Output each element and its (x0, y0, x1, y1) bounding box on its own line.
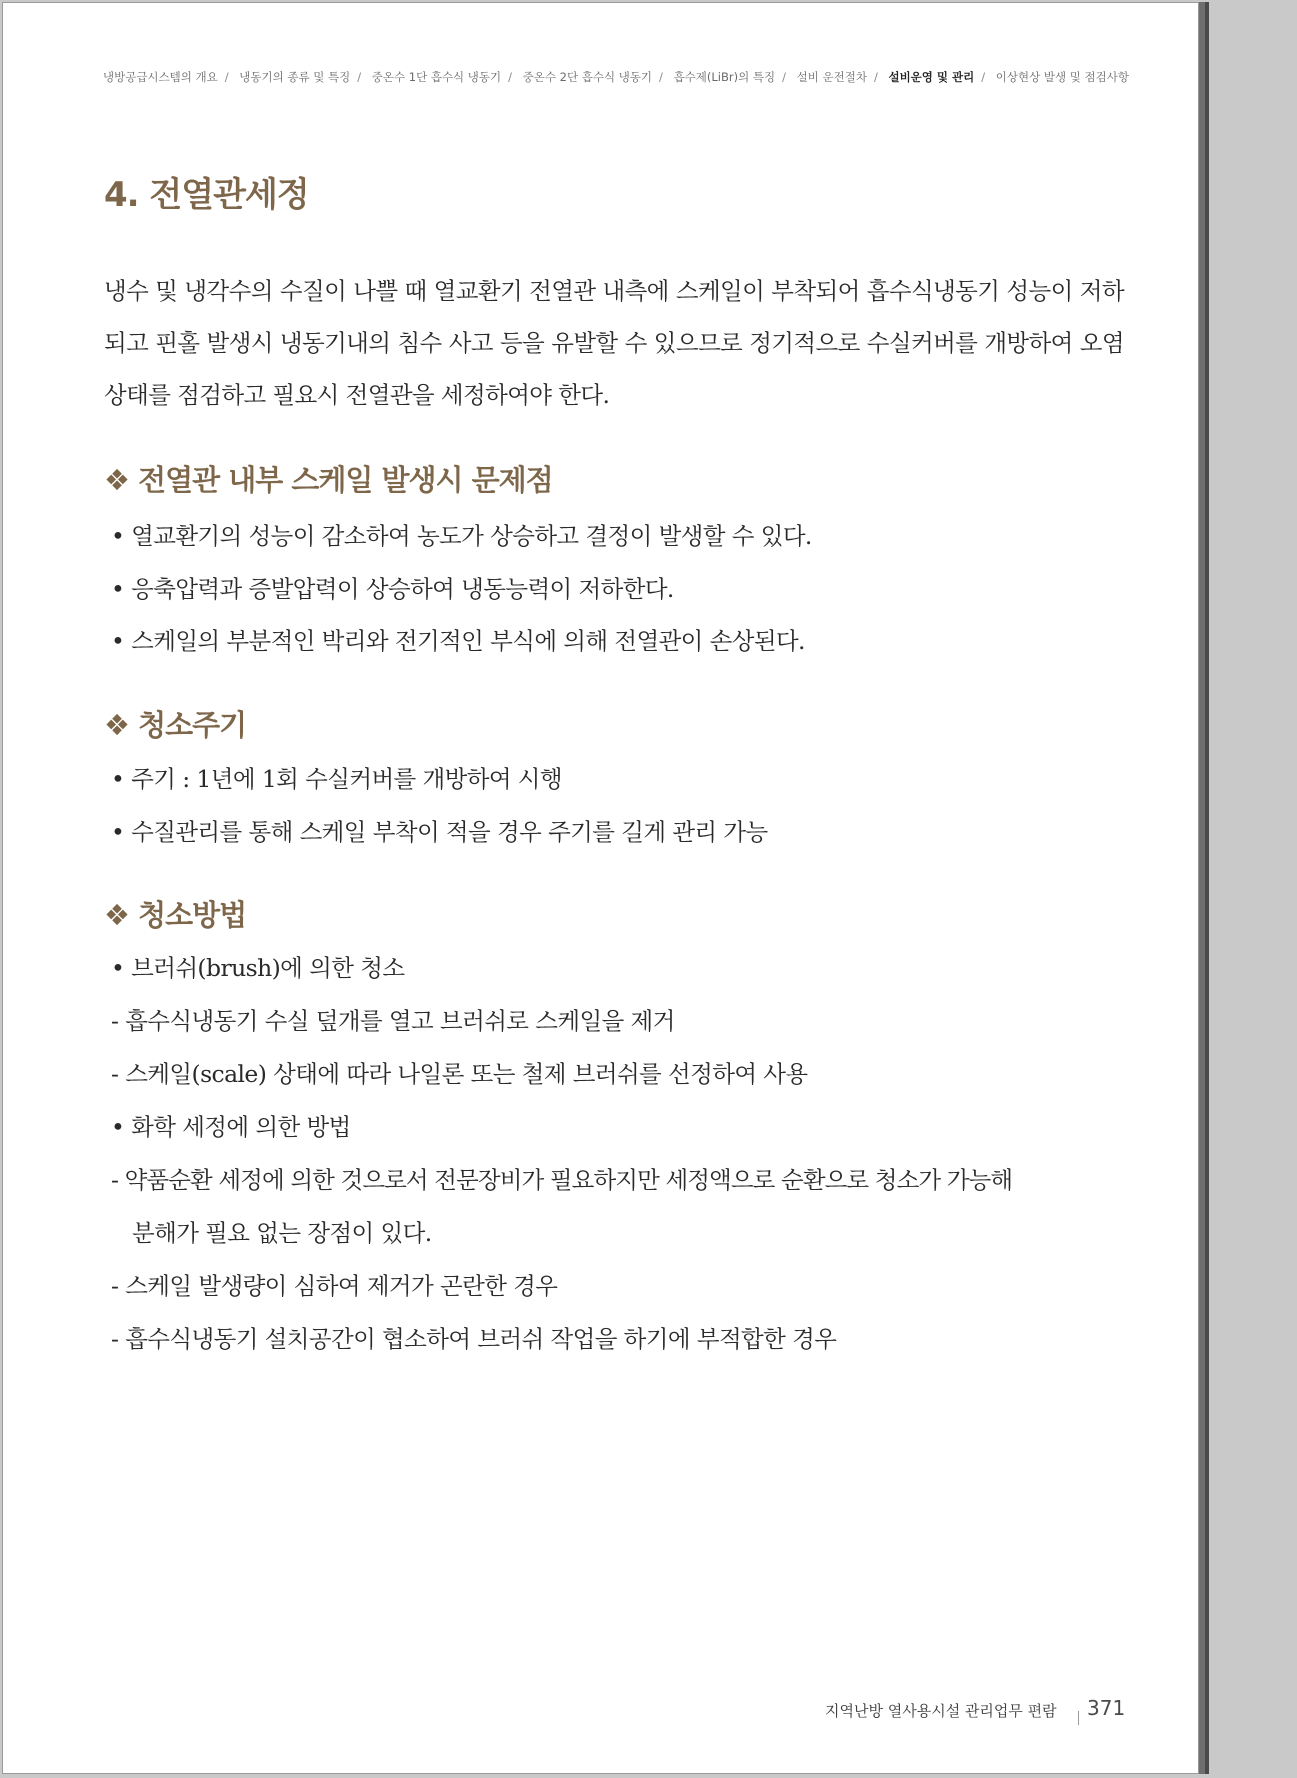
breadcrumb-item: 이상현상 발생 및 점검사항 (995, 70, 1129, 84)
breadcrumb-separator: / (981, 70, 986, 84)
bullet-item: • 응축압력과 증발압력이 상승하여 냉동능력이 저하한다. (111, 575, 674, 603)
breadcrumb-item: 흡수제(LiBr)의 특징 (673, 70, 776, 84)
bullet-item: • 브러쉬(brush)에 의한 청소 (111, 954, 405, 982)
breadcrumb-item: 설비 운전절차 (796, 70, 867, 84)
dash-item: - 스케일 발생량이 심하여 제거가 곤란한 경우 (111, 1272, 558, 1300)
footer-divider (1078, 1711, 1079, 1725)
dash-item: - 흡수식냉동기 수실 덮개를 열고 브러쉬로 스케일을 제거 (111, 1007, 675, 1035)
breadcrumb-separator: / (508, 70, 513, 84)
breadcrumb-separator: / (659, 70, 663, 84)
bullet-item: • 주기 : 1년에 1회 수실커버를 개방하여 시행 (111, 765, 562, 793)
dash-item-continuation: 분해가 필요 없는 장점이 있다. (132, 1219, 432, 1247)
breadcrumb-item: 중온수 1단 흡수식 냉동기 (371, 70, 502, 84)
breadcrumb-separator: / (873, 70, 878, 84)
dash-item: - 흡수식냉동기 설치공간이 협소하여 브러쉬 작업을 하기에 부적합한 경우 (111, 1325, 837, 1353)
page-number: 371 (1087, 1696, 1126, 1720)
section-title-cleaning-cycle: ❖ 청소주기 (104, 708, 247, 742)
bullet-item: • 수질관리를 통해 스케일 부착이 적을 경우 주기를 길게 관리 가능 (111, 818, 768, 846)
bullet-item: • 화학 세정에 의한 방법 (111, 1113, 351, 1141)
bullet-item: • 스케일의 부분적인 박리와 전기적인 부식에 의해 전열관이 손상된다. (111, 627, 805, 655)
document-page (2, 2, 1199, 1774)
breadcrumb-separator: / (782, 70, 786, 84)
breadcrumb-item-active: 설비운영 및 관리 (888, 70, 975, 84)
section-title-cleaning-method: ❖ 청소방법 (104, 898, 247, 932)
breadcrumb-separator: / (224, 70, 229, 84)
dash-item: - 약품순환 세정에 의한 것으로서 전문장비가 필요하지만 세정액으로 순환으로 청소가 가능해 (111, 1166, 1013, 1194)
breadcrumb-item: 냉방공급시스템의 개요 (103, 70, 218, 84)
intro-paragraph: 냉수 및 냉각수의 수질이 나쁠 때 열교환기 전열관 내측에 스케일이 부착되어 흡수식냉동기 성능이 저하되고 핀홀 발생시 냉동기내의 침수 사고 등을 유발할 수 있으므로 정기적으로 수실커버를 개방하여 오염상태를 점검하고 필요시 전열관을 세정하여야 한다. (104, 277, 1124, 409)
dash-item: - 스케일(scale) 상태에 따라 나일론 또는 철제 브러쉬를 선정하여 사용 (111, 1060, 808, 1088)
breadcrumb-item: 냉동기의 종류 및 특징 (239, 70, 351, 84)
breadcrumb (103, 69, 1129, 85)
breadcrumb-separator: / (357, 70, 362, 84)
bullet-item: • 열교환기의 성능이 감소하여 농도가 상승하고 결정이 발생할 수 있다. (111, 522, 812, 550)
footer-book-title: 지역난방 열사용시설 관리업무 편람 (825, 1702, 1057, 1720)
section-title-scale-problems: ❖ 전열관 내부 스케일 발생시 문제점 (104, 463, 553, 497)
breadcrumb-item: 중온수 2단 흡수식 냉동기 (522, 70, 653, 84)
page-title: 4. 전열관세정 (104, 175, 309, 215)
